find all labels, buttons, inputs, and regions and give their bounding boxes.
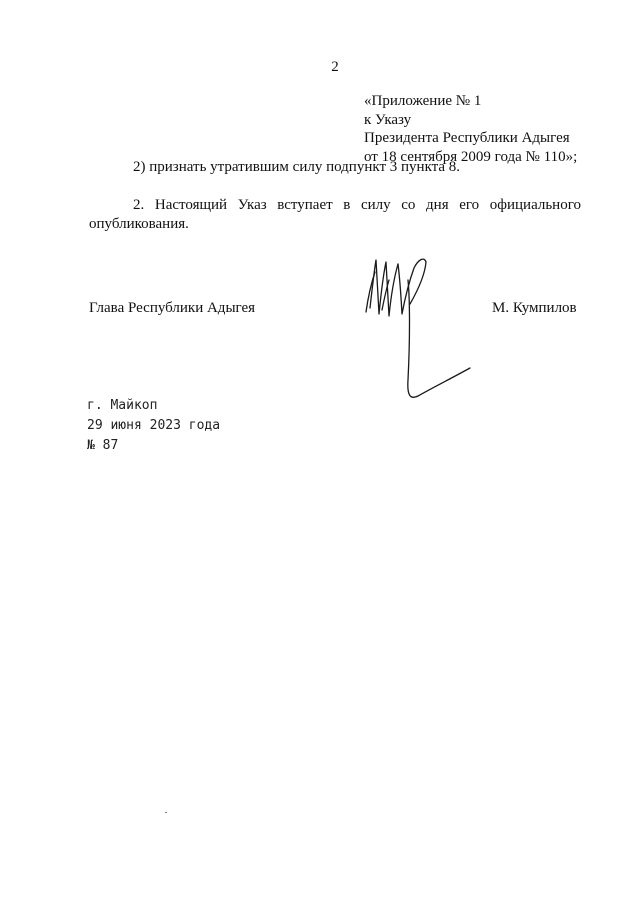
issuance-number: № 87 (87, 438, 119, 453)
page-number: 2 (331, 59, 339, 75)
issuance-details (87, 396, 220, 456)
signatory-name: М. Кумпилов (492, 300, 577, 316)
appendix-line-1: «Приложение № 1 (364, 93, 482, 109)
appendix-line-2: к Указу (364, 111, 412, 128)
appendix-reference (364, 92, 577, 166)
issuance-city: г. Майкоп (87, 398, 158, 413)
issuance-date: 29 июня 2023 года (87, 418, 221, 433)
appendix-line-3: Президента Республики Адыгея (364, 130, 570, 146)
scan-speck (165, 812, 167, 813)
signatory-title: Глава Республики Адыгея (89, 300, 256, 316)
effective-date-paragraph: 2. Настоящий Указ вступает в силу со дня его официального опубликования. (89, 197, 581, 232)
appendix-line-4: от 18 сентября 2009 года № 110»; (364, 148, 578, 165)
handwritten-signature (352, 250, 477, 410)
subpoint-paragraph: 2) признать утратившим силу подпункт 3 пункта 8. (133, 159, 461, 175)
